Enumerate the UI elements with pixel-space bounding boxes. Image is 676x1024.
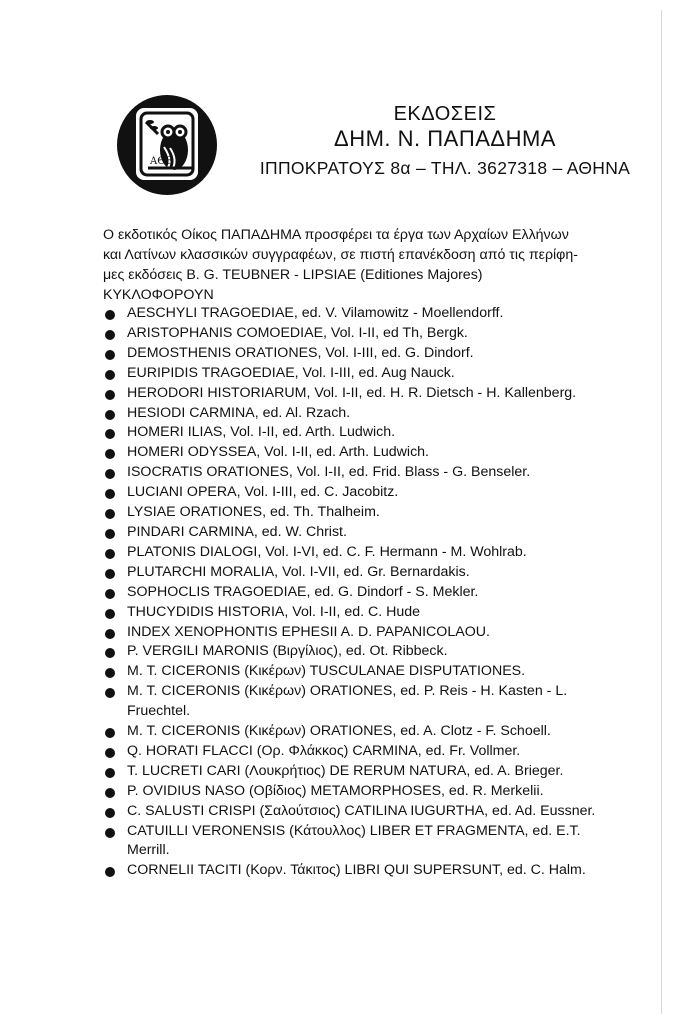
list-item xyxy=(105,802,665,822)
list-item xyxy=(105,623,665,643)
bullet-icon xyxy=(105,429,115,439)
bullet-icon xyxy=(105,449,115,459)
publisher-label: ΕΚΔΟΣΕΙΣ xyxy=(393,103,497,125)
list-item xyxy=(105,822,665,862)
list-item xyxy=(105,443,665,463)
owl-coin-icon xyxy=(114,92,220,198)
list-item xyxy=(105,742,665,762)
list-item xyxy=(105,762,665,782)
publisher-header xyxy=(230,102,660,181)
list-item-text: PINDARI CARMINA, ed. W. Christ. xyxy=(127,523,347,540)
book-list xyxy=(105,304,665,881)
bullet-icon xyxy=(105,469,115,479)
list-item-text: ISOCRATIS ORATIONES, Vol. I-II, ed. Frid. Blass - G. Benseler. xyxy=(127,464,531,481)
list-item-text: HESIODI CARMINA, ed. Al. Rzach. xyxy=(127,404,351,421)
list-item xyxy=(105,782,665,802)
intro-line: και Λατίνων κλασσικών συγγραφέων, σε πιστή επανέκδοση από τις περίφη- xyxy=(103,247,578,263)
bullet-icon xyxy=(105,609,115,619)
bullet-icon xyxy=(105,569,115,579)
list-item-text: CATUILLI VERONENSIS (Κάτουλλος) LIBER ET FRAGMENTA, ed. E.T. xyxy=(127,822,581,839)
list-item-text: Q. HORATI FLACCI (Ορ. Φλάκκος) CARMINA, ed. Fr. Vollmer. xyxy=(127,742,521,759)
bullet-icon xyxy=(105,310,115,320)
list-item xyxy=(105,304,665,324)
list-item xyxy=(105,682,665,722)
bullet-icon xyxy=(105,748,115,758)
list-item xyxy=(105,722,665,742)
bullet-icon xyxy=(105,648,115,658)
list-item-continuation: Fruechtel. xyxy=(127,703,191,720)
intro-heading: ΚΥΚΛΟΦΟΡΟΥΝ xyxy=(103,287,214,303)
bullet-icon xyxy=(105,768,115,778)
list-item-text: INDEX XENOPHONTIS EPHESII A. D. PAPANICOLAOU. xyxy=(127,623,490,640)
list-item xyxy=(105,503,665,523)
bullet-icon xyxy=(105,489,115,499)
list-item-continuation: Merrill. xyxy=(127,842,170,859)
intro-paragraph xyxy=(103,225,665,305)
bullet-icon xyxy=(105,370,115,380)
list-item-text: AESCHYLI TRAGOEDIAE, ed. V. Vilamowitz - Moellendorff. xyxy=(127,305,504,321)
publisher-address: ΙΠΠΟΚΡΑΤΟΥΣ 8α – ΤΗΛ. 3627318 – ΑΘΗΝΑ xyxy=(259,158,631,178)
list-item-text: P. VERGILI MARONIS (Βιργίλιος), ed. Ot. Ribbeck. xyxy=(127,643,448,660)
list-item-text: C. SALUSTI CRISPI (Σαλούτσιος) CATILINA IUGURTHA, ed. Ad. Eussner. xyxy=(127,802,596,819)
list-item xyxy=(105,404,665,424)
list-item xyxy=(105,344,665,364)
list-item-text: DEMOSTHENIS ORATIONES, Vol. I-III, ed. G. Dindorf. xyxy=(127,344,474,361)
list-item-text: CORNELII TACITI (Κορν. Τάκιτος) LIBRI QUI SUPERSUNT, ed. C. Halm. xyxy=(127,862,586,879)
bullet-icon xyxy=(105,529,115,539)
list-item xyxy=(105,523,665,543)
bullet-icon xyxy=(105,350,115,360)
bullet-icon xyxy=(105,390,115,400)
list-item-text: SOPHOCLIS TRAGOEDIAE, ed. G. Dindorf - S. Mekler. xyxy=(127,583,479,600)
bullet-icon xyxy=(105,828,115,838)
bullet-icon xyxy=(105,330,115,340)
list-item-text: PLATONIS DIALOGI, Vol. I-VI, ed. C. F. Hermann - M. Wohlrab. xyxy=(127,543,527,560)
list-item-text: LUCIANI OPERA, Vol. I-III, ed. C. Jacobitz. xyxy=(127,484,399,501)
list-item xyxy=(105,324,665,344)
list-item-text: EURIPIDIS TRAGOEDIAE, Vol. I-III, ed. Aug Nauck. xyxy=(127,364,455,381)
list-item-text: HOMERI ILIAS, Vol. I-II, ed. Arth. Ludwich. xyxy=(127,424,396,441)
list-item xyxy=(105,364,665,384)
bullet-icon xyxy=(105,549,115,559)
list-item-text: HOMERI ODYSSEA, Vol. I-II, ed. Arth. Ludwich. xyxy=(127,444,429,461)
publisher-name: ΔΗΜ. Ν. ΠΑΠΑΔΗΜΑ xyxy=(334,126,556,151)
list-item xyxy=(105,583,665,603)
list-item-text: HERODORI HISTORIARUM, Vol. I-II, ed. H. R. Dietsch - H. Kallenberg. xyxy=(127,384,577,401)
bullet-icon xyxy=(105,867,115,877)
list-item xyxy=(105,483,665,503)
list-item-text: THUCYDIDIS HISTORIA, Vol. I-II, ed. C. Hude xyxy=(127,603,421,620)
list-item xyxy=(105,384,665,404)
intro-line: μες εκδόσεις B. G. TEUBNER - LIPSIAE (Editiones Majores) xyxy=(103,267,483,283)
bullet-icon xyxy=(105,629,115,639)
bullet-icon xyxy=(105,788,115,798)
list-item xyxy=(105,861,665,881)
list-item-text: T. LUCRETI CARI (Λουκρήτιος) DE RERUM NATURA, ed. A. Brieger. xyxy=(127,762,564,779)
bullet-icon xyxy=(105,688,115,698)
list-item-text: M. T. CICERONIS (Κικέρων) TUSCULANAE DISPUTATIONES. xyxy=(127,663,526,680)
list-item-text: M. T. CICERONIS (Κικέρων) ORATIONES, ed. A. Clotz - F. Schoell. xyxy=(127,723,551,740)
bullet-icon xyxy=(105,668,115,678)
list-item xyxy=(105,563,665,583)
svg-text:ΑΘΕ: ΑΘΕ xyxy=(150,156,173,167)
list-item-text: M. T. CICERONIS (Κικέρων) ORATIONES, ed. P. Reis - H. Kasten - L. xyxy=(127,683,568,700)
list-item xyxy=(105,662,665,682)
bullet-icon xyxy=(105,728,115,738)
bullet-icon xyxy=(105,589,115,599)
list-item-text: LYSIAE ORATIONES, ed. Th. Thalheim. xyxy=(127,504,380,521)
bullet-icon xyxy=(105,808,115,818)
list-item xyxy=(105,642,665,662)
list-item-text: P. OVIDIUS NASO (Οβίδιος) METAMORPHOSES, ed. R. Merkelii. xyxy=(127,782,544,799)
intro-line: Ο εκδοτικός Οίκος ΠΑΠΑΔΗΜΑ προσφέρει τα έργα των Αρχαίων Ελλήνων xyxy=(103,227,569,243)
list-item xyxy=(105,463,665,483)
bullet-icon xyxy=(105,509,115,519)
list-item xyxy=(105,423,665,443)
list-item-text: ARISTOPHANIS COMOEDIAE, Vol. I-II, ed Th, Bergk. xyxy=(127,324,468,341)
list-item xyxy=(105,543,665,563)
list-item-text: PLUTARCHI MORALIA, Vol. I-VII, ed. Gr. Bernardakis. xyxy=(127,563,470,580)
list-item xyxy=(105,603,665,623)
bullet-icon xyxy=(105,410,115,420)
